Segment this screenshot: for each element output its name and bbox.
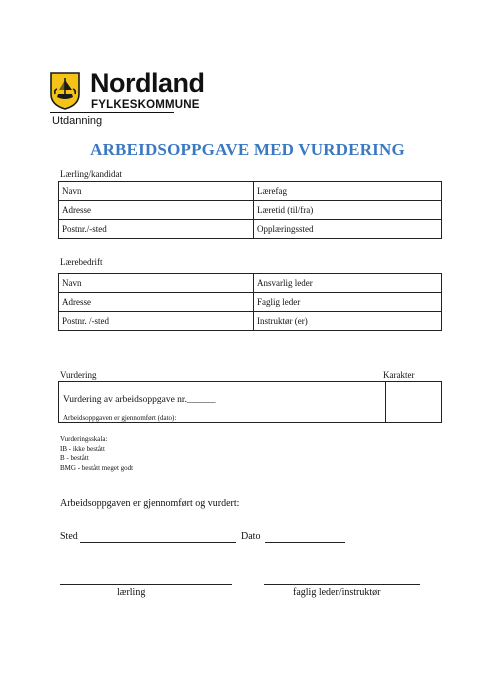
evaluation-date-line: Arbeidsoppgaven er gjennomført (dato): (63, 414, 177, 422)
table-cell: Postnr./-sted (59, 220, 254, 239)
logo-name: Nordland (90, 68, 205, 98)
completed-statement: Arbeidsoppgaven er gjennomført og vurdert: (60, 498, 240, 509)
logo-divider (50, 112, 174, 113)
table-cell: Instruktør (er) (254, 312, 442, 331)
company-table (58, 273, 442, 331)
evaluation-task-line: Vurdering av arbeidsoppgave nr.______ (63, 395, 216, 405)
place-line[interactable] (80, 542, 236, 543)
table-cell: Ansvarlig leder (254, 274, 442, 293)
instructor-signature-label: faglig leder/instruktør (293, 587, 381, 598)
instructor-signature-line[interactable] (264, 584, 420, 585)
table-row (59, 201, 442, 220)
logo (50, 68, 210, 132)
grade-heading: Karakter (383, 370, 415, 380)
shield-icon (50, 72, 80, 110)
section-heading-company: Lærebedrift (60, 257, 103, 267)
grading-scale (60, 435, 133, 473)
logo-unit: Utdanning (52, 115, 103, 127)
place-label: Sted (60, 531, 78, 542)
grade-cell (385, 382, 386, 422)
table-row (59, 274, 442, 293)
section-heading-apprentice: Lærling/kandidat (60, 169, 122, 179)
date-line[interactable] (265, 542, 345, 543)
table-row (59, 312, 442, 331)
table-cell: Navn (59, 274, 254, 293)
table-cell: Adresse (59, 201, 254, 220)
table-row (59, 220, 442, 239)
scale-heading: Vurderingsskala: (60, 435, 108, 443)
table-cell: Faglig leder (254, 293, 442, 312)
table-cell: Lærefag (254, 182, 442, 201)
table-cell: Læretid (til/fra) (254, 201, 442, 220)
table-row (59, 293, 442, 312)
table-cell: Opplæringssted (254, 220, 442, 239)
logo-sub: FYLKESKOMMUNE (91, 99, 200, 111)
apprentice-table (58, 181, 442, 239)
table-cell: Adresse (59, 293, 254, 312)
table-row (59, 182, 442, 201)
apprentice-signature-label: lærling (117, 587, 146, 598)
table-cell: Postnr. /-sted (59, 312, 254, 331)
evaluation-box (58, 381, 442, 423)
scale-item: IB - ikke bestått (60, 444, 105, 453)
date-label: Dato (241, 531, 261, 542)
scale-item: B - bestått (60, 454, 89, 462)
page-title: ARBEIDSOPPGAVE MED VURDERING (90, 140, 405, 159)
apprentice-signature-line[interactable] (60, 584, 232, 585)
scale-item: BMG - bestått meget godt (60, 463, 134, 472)
table-cell: Navn (59, 182, 254, 201)
evaluation-heading: Vurdering (60, 370, 97, 380)
